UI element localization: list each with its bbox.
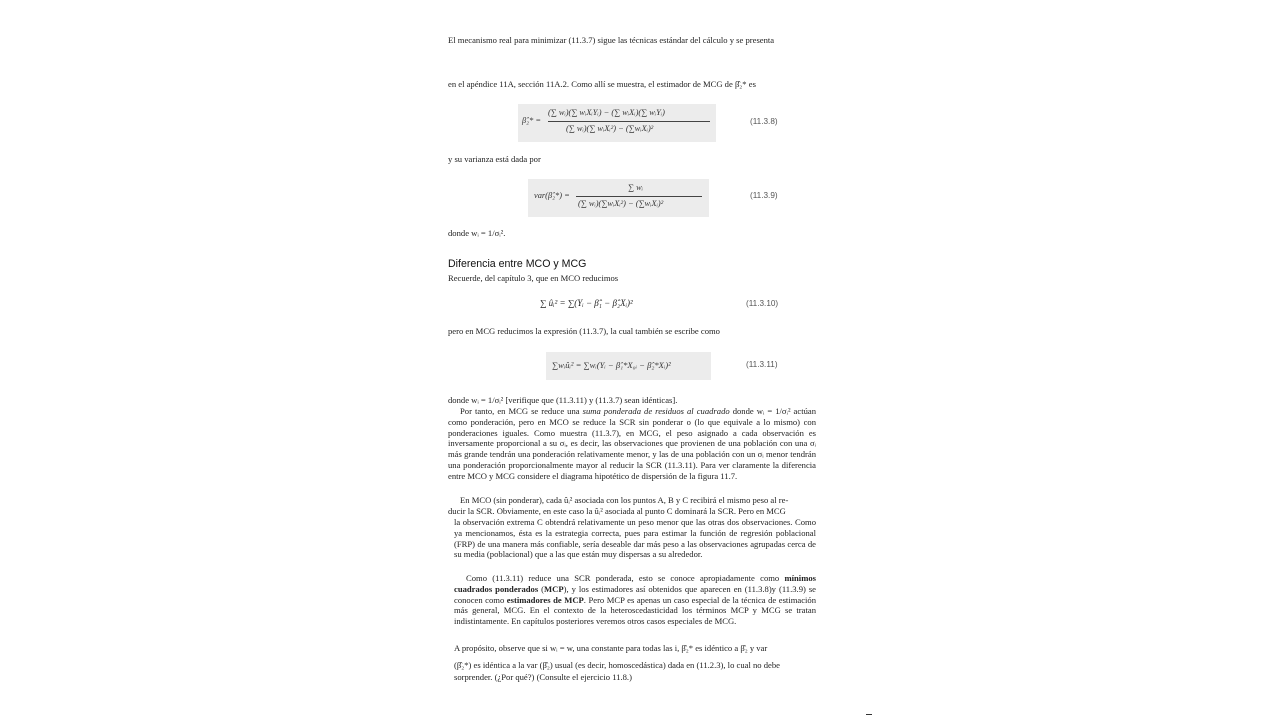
paragraph-text: (: [538, 583, 545, 594]
equation-number: (11.3.9): [750, 191, 778, 200]
cursor-mark: [866, 714, 872, 715]
paragraph: [454, 517, 816, 560]
equation-denominator: (∑ wᵢ)(∑wᵢXᵢ²) − (∑wᵢXᵢ)²: [578, 199, 664, 208]
text-line: En MCO (sin ponderar), cada ûᵢ² asociada con los puntos A, B y C recibirá el mismo peso al re-: [460, 495, 789, 505]
equation-numerator: (∑ wᵢ)(∑ wᵢXᵢYᵢ) − (∑ wᵢXᵢ)(∑ wᵢYᵢ): [548, 108, 665, 117]
section-heading: Diferencia entre MCO y MCG: [448, 258, 587, 270]
text-line: El mecanismo real para minimizar (11.3.7) sigue las técnicas estándar del cálculo y se presenta: [448, 35, 775, 45]
paragraph-text: ), y los estimadores así obtenidos que aparecen en (11.3.8)y (11.3.9) se conocen como: [454, 583, 816, 605]
paragraph-text: donde wᵢ = 1/σᵢ² actúan como ponderación, pero en MCO se reduce la SCR sin ponderar o (lo que equivale a lo mismo) con ponderaciones iguales. Como muestra (11.3.7), en MCG, el peso asignado a cada observación es inversamente proporcional a su σᵢ, es decir, las observaciones que provienen de una población con una σᵢ más grande tendrán una ponderación relativamente menor, y las de una población con un σᵢ menor tendrán una ponderación proporcionalmente mayor al reducir la SCR (11.3.11). Para ver claramente la diferencia entre MCO y MCG considere el diagrama hipotético de dispersión de la figura 11.7.: [448, 406, 816, 481]
paragraph-text: Como (11.3.11) reduce una SCR ponderada, esto se conoce apropiadamente como: [466, 573, 785, 583]
equation-11-3-9: [528, 179, 709, 217]
fraction-bar: [576, 196, 702, 197]
equation-11-3-11: [546, 352, 711, 380]
text-line: sorprender. (¿Por qué?) (Consulte el ejercicio 11.8.): [454, 672, 632, 682]
equation-expression: ∑wᵢûᵢ² = ∑wᵢ(Yᵢ − β̂₁*X₀ᵢ − β̂₂*Xᵢ)²: [552, 360, 671, 370]
paragraph-text: . Pero MCP es apenas un caso especial de la técnica de estimación más general, MCG. En el contexto de la heteroscedasticidad los términos MCP y MCG se tratan indistintamente. En capítulos posteriores veremos otros casos especiales de MCG.: [454, 594, 817, 627]
equation-number: (11.3.11): [746, 360, 778, 369]
text-line: en el apéndice 11A, sección 11A.2. Como allí se muestra, el estimador de MCG de β̂₂* es: [448, 79, 756, 89]
equation-numerator: ∑ wᵢ: [628, 183, 643, 192]
paragraph: [448, 406, 816, 482]
equation-number: (11.3.8): [750, 117, 778, 126]
equation-lhs: var(β̂₂*) =: [534, 191, 570, 200]
text-line: Recuerde, del capítulo 3, que en MCO reducimos: [448, 273, 619, 283]
emphasis-text: suma ponderada de residuos al cuadrado: [582, 406, 730, 416]
equation-lhs: β̂₂* =: [522, 116, 542, 125]
paragraph-text: Por tanto, en MCG se reduce una: [460, 406, 583, 416]
fraction-bar: [548, 121, 710, 122]
text-line: (β̂₂*) es idéntica a la var (β̂₂) usual (es decir, homoscedástica) dada en (11.2.3), lo cual no debe: [454, 660, 780, 670]
text-line: ducir la SCR. Obviamente, en este caso la ûᵢ² asociada al punto C dominará la SCR. Pero en MCG: [448, 506, 786, 516]
equation-11-3-10: ∑ ûᵢ² = ∑(Yᵢ − β̂₁ − β̂₂Xᵢ)²: [540, 298, 633, 308]
text-line: pero en MCG reducimos la expresión (11.3.7), la cual también se escribe como: [448, 326, 720, 336]
paragraph-text: la observación extrema C obtendrá relativamente un peso menor que las otras dos observaciones. Como ya mencionamos, ésta es la estrategia correcta, pues para estimar la función de regresión poblacional (FRP) de una manera más confiable, sería deseable dar más peso a las observaciones agrupadas cerca de su media (poblacional) que a las que están muy dispersas a su alrededor.: [454, 517, 816, 560]
equation-denominator: (∑ wᵢ)(∑ wᵢXᵢ²) − (∑wᵢXᵢ)²: [566, 124, 654, 133]
text-line: donde wᵢ = 1/σᵢ² [verifique que (11.3.11) y (11.3.7) sean idénticas].: [448, 395, 678, 405]
text-line: donde wᵢ = 1/σᵢ².: [448, 228, 506, 238]
text-line: A propósito, observe que si wᵢ = w, una constante para todas las i, β̂₂* es idéntico a β̂₂ y var: [454, 643, 768, 653]
text-line: y su varianza está dada por: [448, 154, 541, 164]
equation-11-3-8: [518, 104, 716, 142]
bold-term: estimadores de MCP: [506, 594, 584, 605]
bold-term: mínimos cuadrados ponderados: [454, 573, 816, 594]
bold-term: MCP: [544, 583, 564, 594]
equation-number: (11.3.10): [746, 299, 779, 308]
paragraph: [454, 573, 816, 627]
